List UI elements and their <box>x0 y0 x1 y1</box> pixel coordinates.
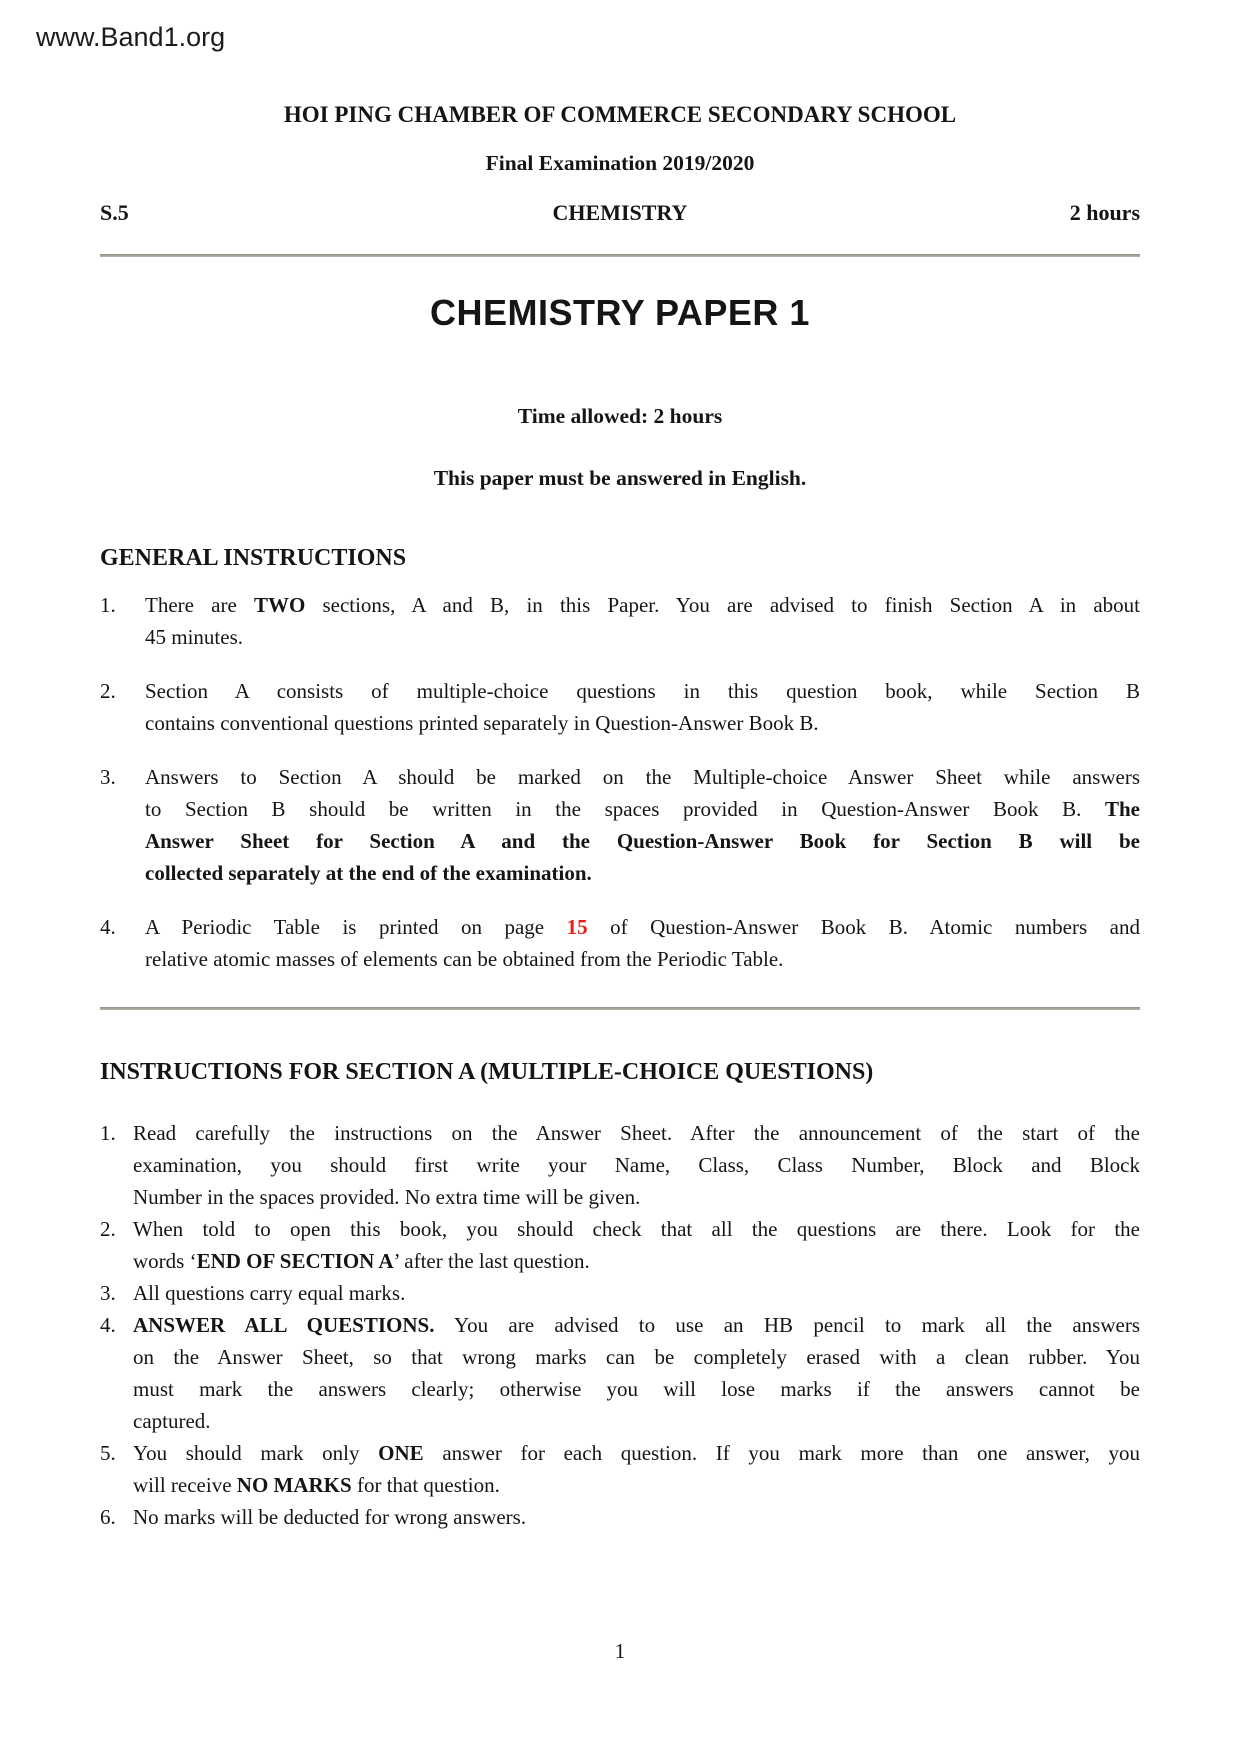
page-content <box>100 0 1140 1533</box>
list-item-number: 4. <box>100 1313 116 1337</box>
list-item-number: 2. <box>100 679 116 703</box>
section-a-instructions-heading: INSTRUCTIONS FOR SECTION A (MULTIPLE-CHOICE QUESTIONS) <box>100 1059 874 1085</box>
list-item <box>100 761 1140 889</box>
list-item <box>100 589 1140 653</box>
list-item-text: Section A consists of multiple-choice questions in this question book, while Section B contains conventional questions printed separately in Question-Answer Book B. <box>145 679 1140 735</box>
list-item-text: Read carefully the instructions on the Answer Sheet. After the announcement of the start of the examination, you should first write your Name, Class, Class Number, Block and Block Number in the spaces provided. No extra time will be given. <box>133 1121 1140 1209</box>
paper-title: CHEMISTRY PAPER 1 <box>430 292 810 333</box>
list-item-number: 4. <box>100 915 116 939</box>
list-item-number: 1. <box>100 593 116 617</box>
list-item-number: 6. <box>100 1505 116 1529</box>
list-item-text: A Periodic Table is printed on page 15 of Question-Answer Book B. Atomic numbers and relative atomic masses of elements can be obtained from the Periodic Table. <box>145 915 1140 971</box>
school-name: HOI PING CHAMBER OF COMMERCE SECONDARY SCHOOL <box>283 102 957 127</box>
class-level: S.5 <box>100 200 129 225</box>
list-item <box>100 1309 1140 1437</box>
list-item <box>100 1277 1140 1309</box>
list-item <box>100 1117 1140 1213</box>
list-item <box>100 1437 1140 1501</box>
list-item-text: No marks will be deducted for wrong answers. <box>133 1505 527 1529</box>
subject-name: CHEMISTRY <box>552 200 688 225</box>
list-item-number: 3. <box>100 765 116 789</box>
header-divider <box>100 254 1140 257</box>
list-item <box>100 1501 1140 1533</box>
section-a-instructions-list <box>100 1117 1140 1533</box>
general-instructions-list <box>100 589 1140 975</box>
exam-title: Final Examination 2019/2020 <box>485 151 755 175</box>
general-instructions-heading: GENERAL INSTRUCTIONS <box>100 545 407 571</box>
list-item <box>100 1213 1140 1277</box>
list-item-text: You should mark only ONE answer for each question. If you mark more than one answer, you will receive NO MARKS for that question. <box>133 1441 1140 1497</box>
list-item-number: 2. <box>100 1217 116 1241</box>
section-divider <box>100 1007 1140 1010</box>
watermark-url: www.Band1.org <box>36 22 226 52</box>
exam-duration: 2 hours <box>1069 200 1140 225</box>
language-note: This paper must be answered in English. <box>433 466 807 490</box>
list-item-text: When told to open this book, you should check that all the questions are there. Look for the words ‘END OF SECTION A’ after the last question. <box>133 1217 1140 1273</box>
page-number: 1 <box>614 1639 626 1663</box>
list-item-text: All questions carry equal marks. <box>133 1281 406 1305</box>
list-item-number: 1. <box>100 1121 116 1145</box>
time-allowed-note: Time allowed: 2 hours <box>517 404 723 428</box>
list-item <box>100 911 1140 975</box>
exam-meta-row <box>100 198 1140 228</box>
list-item-text: There are TWO sections, A and B, in this Paper. You are advised to finish Section A in about 45 minutes. <box>145 593 1140 649</box>
list-item <box>100 675 1140 739</box>
list-item-text: Answers to Section A should be marked on the Multiple-choice Answer Sheet while answers to Section B should be written in the spaces provided in Question-Answer Book B. The Answer Sheet for Section A and the Question-Answer Book for Section B will be collected separately at the end of the examination. <box>145 765 1140 885</box>
list-item-number: 5. <box>100 1441 116 1465</box>
list-item-number: 3. <box>100 1281 116 1305</box>
list-item-text: ANSWER ALL QUESTIONS. You are advised to use an HB pencil to mark all the answers on the Answer Sheet, so that wrong marks can be completely erased with a clean rubber. You must mark the answers clearly; otherwise you will lose marks if the answers cannot be captured. <box>133 1313 1140 1433</box>
